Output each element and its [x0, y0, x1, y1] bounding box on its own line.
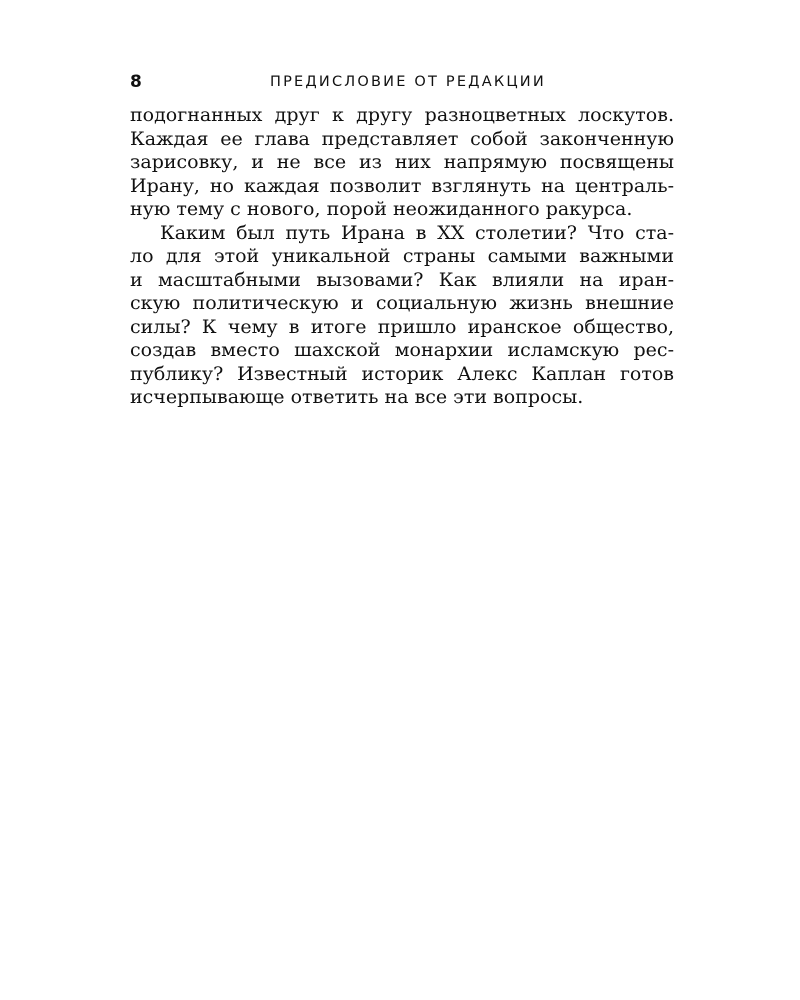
- text-line: подогнанных друг к другу разноцветных лоскутов.: [130, 104, 674, 126]
- text-line: создав вместо шахской монархии исламскую рес-: [130, 339, 674, 361]
- text-line: Каждая ее глава представляет собой законченную: [130, 127, 674, 150]
- text-line: ло для этой уникальной страны самыми важными: [130, 245, 674, 267]
- text-line: силы? К чему в итоге пришло иранское общество,: [130, 315, 674, 338]
- text-line: Ирану, но каждая позволит взглянуть на централь-: [130, 174, 674, 197]
- text-line: Каким был путь Ирана в XX столетии? Что ста-: [160, 221, 674, 244]
- text-line: исчерпывающе ответить на все эти вопросы.: [130, 386, 584, 408]
- text-line: скую политическую и социальную жизнь внешние: [130, 292, 674, 314]
- text-line: зарисовку, и не все из них напрямую посвящены: [130, 151, 674, 173]
- page-number: 8: [130, 72, 142, 92]
- running-header-title: ПРЕДИСЛОВИЕ ОТ РЕДАКЦИИ: [270, 74, 546, 90]
- text-line: и масштабными вызовами? Как влияли на иран-: [130, 268, 674, 291]
- text-line: ную тему с нового, порой неожиданного ракурса.: [130, 198, 633, 220]
- paragraph-1: [130, 104, 674, 222]
- paragraph-2: [130, 222, 674, 410]
- text-line: публику? Известный историк Алекс Каплан готов: [130, 362, 674, 385]
- body-text: [130, 104, 674, 410]
- running-header: [130, 68, 674, 96]
